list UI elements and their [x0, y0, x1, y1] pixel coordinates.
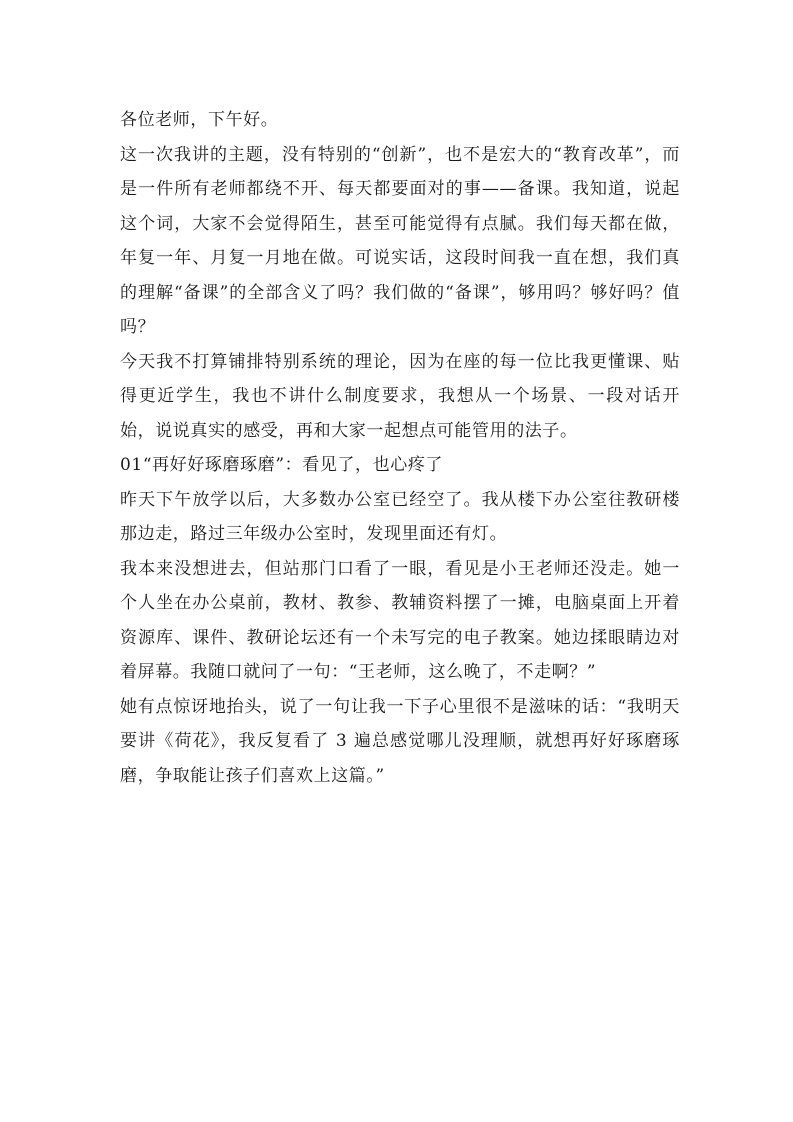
greeting-paragraph: 各位老师，下午好。 [120, 110, 279, 130]
section-heading: 01“再好好琢磨琢磨”：看见了，也心疼了 [120, 455, 444, 475]
document-body [120, 103, 680, 793]
topic-paragraph: 这一次我讲的主题，没有特别的“创新”，也不是宏大的“教育改革”，而是一件所有老师都绕不开、每天都要面对的事——备课。我知道，说起这个词，大家不会觉得陌生，甚至可能觉得有点腻。我们每天都在做，年复一年、月复一月地在做。可说实话，这段时间我一直在想，我们真的理解“备课”的全部含义了吗？我们做的“备课”，够用吗？够好吗？值吗？ [120, 144, 680, 337]
scene-paragraph: 昨天下午放学以后，大多数办公室已经空了。我从楼下办公室往教研楼那边走，路过三年级办公室时，发现里面还有灯。 [120, 489, 680, 544]
dialogue-paragraph: 她有点惊讶地抬头，说了一句让我一下子心里很不是滋味的话：“我明天要讲《荷花》，我反复看了 3 遍总感觉哪儿没理顺，就想再好好琢磨琢磨，争取能让孩子们喜欢上这篇。” [120, 696, 680, 786]
approach-paragraph: 今天我不打算铺排特别系统的理论，因为在座的每一位比我更懂课、贴得更近学生，我也不讲什么制度要求，我想从一个场景、一段对话开始，说说真实的感受，再和大家一起想点可能管用的法子。 [120, 351, 680, 441]
observation-paragraph: 我本来没想进去，但站那门口看了一眼，看见是小王老师还没走。她一个人坐在办公桌前，教材、教参、教辅资料摆了一摊，电脑桌面上开着资源库、课件、教研论坛还有一个未写完的电子教案。她边揉眼睛边对着屏幕。我随口就问了一句：“王老师，这么晚了，不走啊？” [120, 558, 680, 682]
